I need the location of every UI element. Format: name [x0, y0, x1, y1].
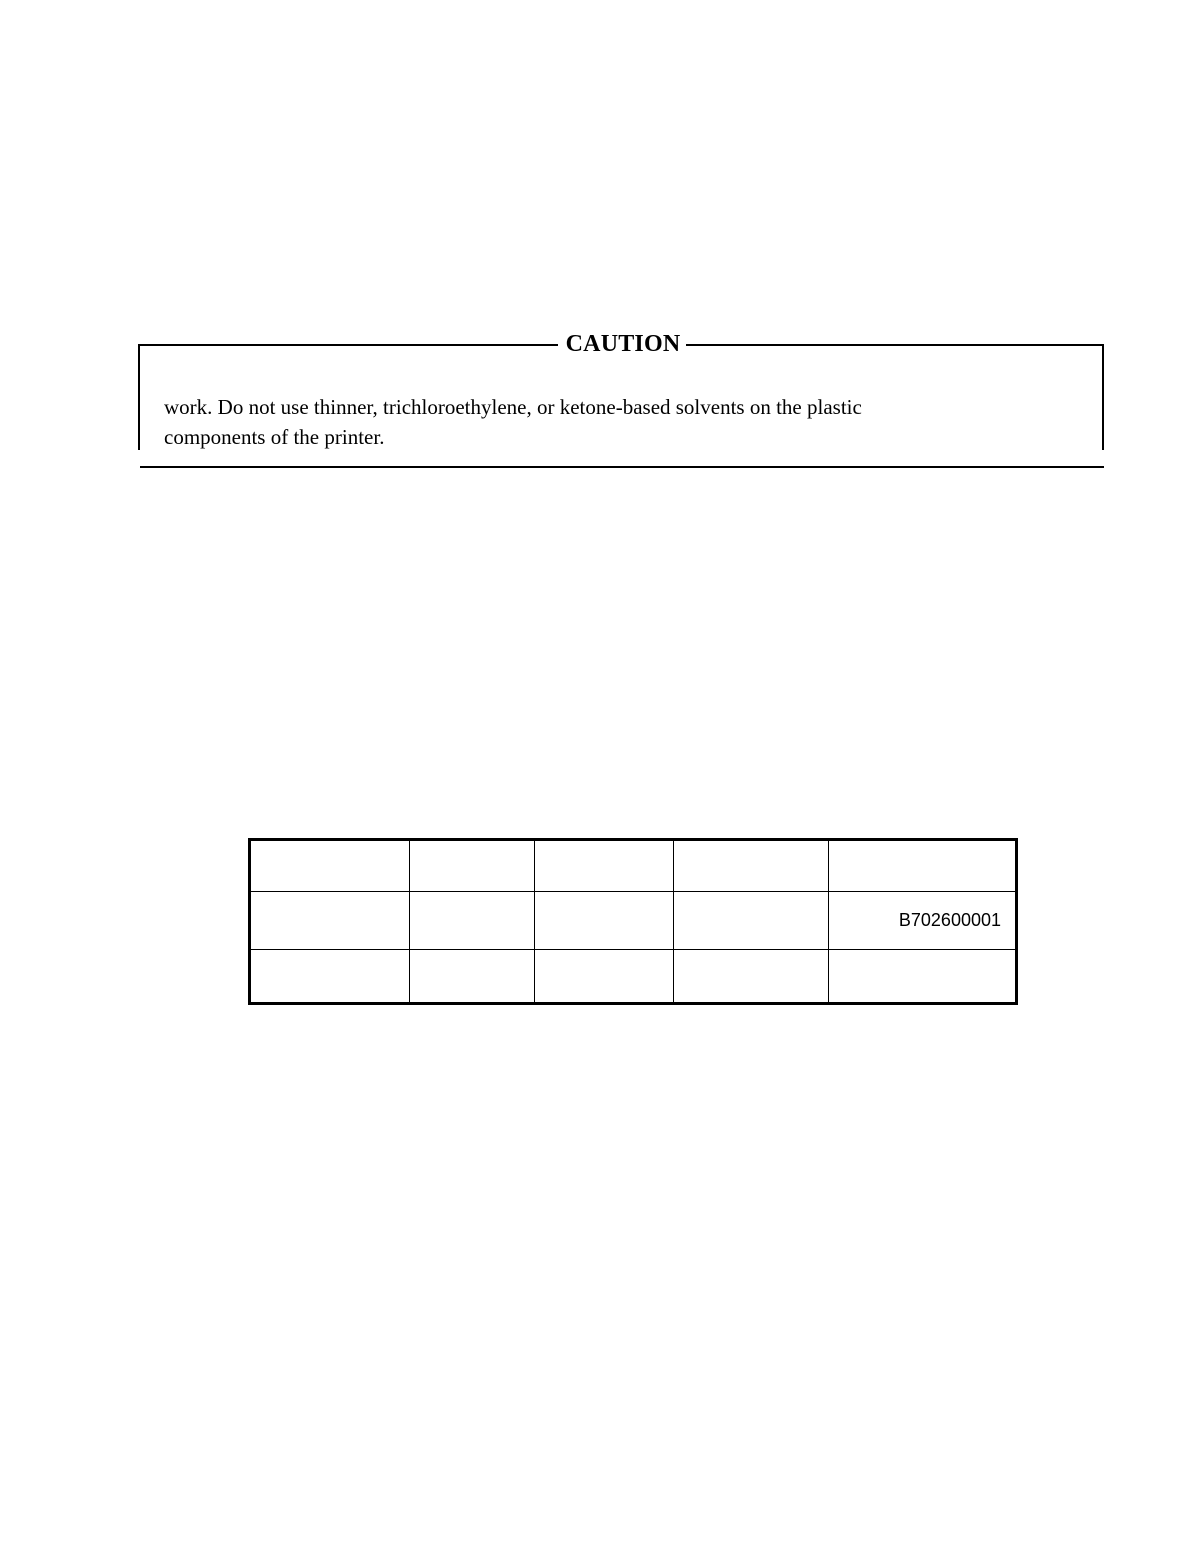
table-cell	[410, 892, 535, 950]
caution-top-rule-right	[686, 344, 1104, 346]
caution-box	[138, 331, 1104, 450]
caution-border-right	[1102, 344, 1104, 450]
table-cell	[250, 950, 410, 1004]
table-cell	[674, 892, 829, 950]
caution-heading: CAUTION	[565, 331, 681, 357]
table-cell	[410, 840, 535, 892]
caution-top-rule-left	[138, 344, 558, 346]
caution-body	[164, 392, 1064, 452]
table-cell	[250, 840, 410, 892]
caution-line: components of the printer.	[164, 425, 385, 449]
table-row	[250, 950, 1017, 1004]
table-row	[250, 892, 1017, 950]
caution-line: work. Do not use thinner, trichloroethylene, or ketone-based solvents on the plastic	[164, 395, 862, 419]
section-divider	[140, 466, 1104, 468]
table-cell	[674, 840, 829, 892]
table-cell	[535, 950, 674, 1004]
table-cell	[829, 840, 1017, 892]
table-row	[250, 840, 1017, 892]
data-table	[248, 838, 1018, 1005]
table-cell	[535, 840, 674, 892]
table-cell	[535, 892, 674, 950]
caution-border-left	[138, 344, 140, 450]
table-cell	[674, 950, 829, 1004]
table-cell	[410, 950, 535, 1004]
table-cell	[829, 950, 1017, 1004]
part-number-cell: B702600001	[829, 892, 1017, 950]
table-cell	[250, 892, 410, 950]
